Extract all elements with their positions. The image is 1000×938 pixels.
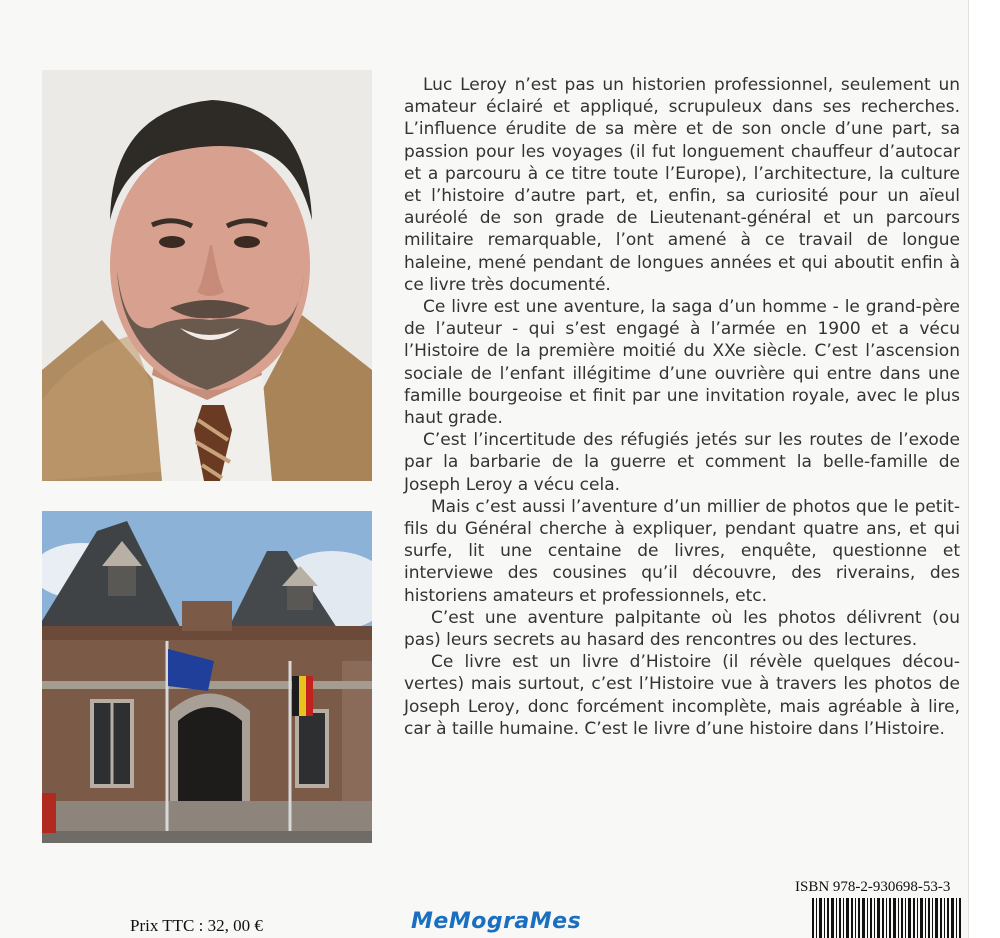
paragraph-author-intro: Luc Leroy n’est pas un historien professionnel, seulement un amateur éclairé et appliqué, scrupuleux dans ses recherches. L’influence érudite de sa mère et de son oncle d’une part, sa passion pour les voyages (il fut longuement chauffeur d’autocar et a parcouru à ce titre toute l’Europe), l’architecture, la culture et l’histoire d’autre part, et, enfin, sa curiosité pour un aïeul auréolé de son grade de Lieutenant-général et un parcours militaire remarquable, l’ont amené à ce travail de longue haleine, mené pendant de longues années et qui aboutit enfin à ce livre très documenté.	[404, 75, 960, 295]
cover-edge	[968, 0, 1000, 938]
paragraph-saga: Ce livre est une aventure, la saga d’un homme - le grand-père de l’auteur - qui s’est engagé à l’armée en 1900 et a vécu l’Histoire de la première moitié du XXe siècle. C’est l’ascension sociale de l’enfant illégitime d’une ouvrière qui entre dans une famille bourgeoise et finit par une invitation royale, avec le plus haut grade.	[404, 297, 960, 429]
isbn-label: ISBN 978-2-930698-53-3	[795, 879, 951, 895]
barcode-icon	[812, 898, 962, 938]
paragraph-refugees: C’est l’incertitude des réfugiés jetés sur les routes de l’exode par la barbarie de la guerre et comment la belle-famille de Joseph Leroy a vécu cela.	[404, 430, 960, 495]
publisher-logo: MeMograMes	[411, 909, 582, 934]
back-cover-text	[404, 74, 960, 740]
paragraph-history: Ce livre est un livre d’Histoire (il révèle quelques découvertes) mais surtout, c’est l’Histoire vue à travers les photos de Joseph Leroy, donc forcément incomplète, mais agréable à lire, car à taille humaine. C’est le livre d’une histoire dans l’Histoire.	[404, 652, 960, 739]
building-photo	[42, 511, 372, 843]
author-portrait-photo	[42, 70, 372, 481]
price-label: Prix TTC : 32, 00 €	[130, 916, 263, 935]
paragraph-photos: Mais c’est aussi l’aventure d’un millier de photos que le petit-fils du Général cherche à expliquer, pendant quatre ans, et qui surfe, lit une centaine de livres, enquête, questionne et interviewe des cousines qu’il découvre, des riverains, des historiens amateurs et professionnels, etc.	[404, 496, 960, 606]
paragraph-adventure: C’est une aventure palpitante où les photos délivrent (ou pas) leurs secrets au hasard des rencontres ou des lectures.	[404, 607, 960, 651]
